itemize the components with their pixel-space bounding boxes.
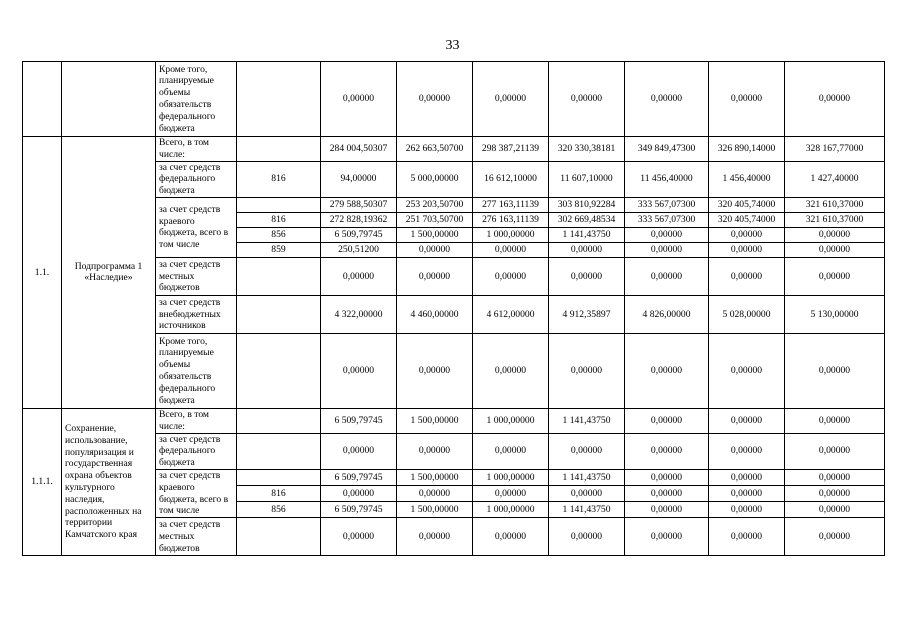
table-row xyxy=(23,137,885,162)
value-cell: 1 456,40000 xyxy=(709,161,785,197)
value-cell: 5 130,00000 xyxy=(785,295,885,333)
value-cell: 0,00000 xyxy=(785,62,885,137)
funding-source-label: за счет средств местных бюджетов xyxy=(156,257,237,295)
budget-code-cell: 856 xyxy=(237,227,321,242)
value-cell: 0,00000 xyxy=(625,469,709,485)
value-cell: 1 427,40000 xyxy=(785,161,885,197)
value-cell: 321 610,37000 xyxy=(785,197,885,212)
funding-source-label: Кроме того, планируемые объемы обязательств федерального бюджета xyxy=(156,62,237,137)
value-cell: 284 004,50307 xyxy=(321,137,397,162)
value-cell: 0,00000 xyxy=(473,433,549,469)
budget-code-cell: 859 xyxy=(237,242,321,257)
table-row xyxy=(23,408,885,433)
value-cell: 6 509,79745 xyxy=(321,502,397,518)
value-cell: 1 500,00000 xyxy=(397,227,473,242)
value-cell: 0,00000 xyxy=(709,257,785,295)
value-cell: 0,00000 xyxy=(709,486,785,502)
value-cell: 276 163,11139 xyxy=(473,212,549,227)
value-cell: 0,00000 xyxy=(709,518,785,556)
value-cell: 16 612,10000 xyxy=(473,161,549,197)
value-cell: 303 810,92284 xyxy=(549,197,625,212)
value-cell: 0,00000 xyxy=(549,333,625,408)
value-cell: 0,00000 xyxy=(473,333,549,408)
value-cell: 0,00000 xyxy=(549,433,625,469)
value-cell: 0,00000 xyxy=(397,333,473,408)
value-cell: 0,00000 xyxy=(549,242,625,257)
value-cell: 0,00000 xyxy=(625,486,709,502)
value-cell: 0,00000 xyxy=(785,408,885,433)
value-cell: 0,00000 xyxy=(397,62,473,137)
value-cell: 1 141,43750 xyxy=(549,408,625,433)
value-cell: 4 912,35897 xyxy=(549,295,625,333)
value-cell: 0,00000 xyxy=(785,502,885,518)
value-cell: 328 167,77000 xyxy=(785,137,885,162)
value-cell: 0,00000 xyxy=(549,257,625,295)
value-cell: 321 610,37000 xyxy=(785,212,885,227)
value-cell: 0,00000 xyxy=(321,486,397,502)
budget-table xyxy=(22,61,885,556)
value-cell: 0,00000 xyxy=(397,433,473,469)
value-cell: 0,00000 xyxy=(785,242,885,257)
value-cell: 250,51200 xyxy=(321,242,397,257)
value-cell: 1 000,00000 xyxy=(473,469,549,485)
funding-source-label: за счет средств федерального бюджета xyxy=(156,161,237,197)
value-cell: 0,00000 xyxy=(549,62,625,137)
value-cell: 251 703,50700 xyxy=(397,212,473,227)
value-cell: 0,00000 xyxy=(473,486,549,502)
value-cell: 0,00000 xyxy=(709,62,785,137)
value-cell: 0,00000 xyxy=(397,242,473,257)
value-cell: 0,00000 xyxy=(625,433,709,469)
budget-code-cell: 816 xyxy=(237,212,321,227)
value-cell: 0,00000 xyxy=(625,257,709,295)
budget-code-cell xyxy=(237,295,321,333)
value-cell: 1 500,00000 xyxy=(397,502,473,518)
value-cell: 0,00000 xyxy=(625,227,709,242)
budget-code-cell xyxy=(237,408,321,433)
value-cell: 1 000,00000 xyxy=(473,408,549,433)
value-cell: 0,00000 xyxy=(709,433,785,469)
budget-code-cell xyxy=(237,137,321,162)
funding-source-label: за счет средств краевого бюджета, всего в том числе xyxy=(156,469,237,517)
value-cell: 0,00000 xyxy=(473,62,549,137)
value-cell: 0,00000 xyxy=(709,469,785,485)
value-cell: 4 460,00000 xyxy=(397,295,473,333)
budget-code-cell xyxy=(237,333,321,408)
value-cell: 0,00000 xyxy=(321,333,397,408)
value-cell: 0,00000 xyxy=(397,518,473,556)
value-cell: 0,00000 xyxy=(625,242,709,257)
funding-source-label: за счет средств федерального бюджета xyxy=(156,433,237,469)
budget-code-cell xyxy=(237,518,321,556)
value-cell: 0,00000 xyxy=(473,518,549,556)
item-number: 1.1.1. xyxy=(23,408,62,555)
value-cell: 94,00000 xyxy=(321,161,397,197)
value-cell: 0,00000 xyxy=(625,408,709,433)
budget-code-cell xyxy=(237,433,321,469)
value-cell: 320 405,74000 xyxy=(709,197,785,212)
value-cell: 0,00000 xyxy=(709,227,785,242)
value-cell: 6 509,79745 xyxy=(321,227,397,242)
value-cell: 1 000,00000 xyxy=(473,502,549,518)
value-cell: 0,00000 xyxy=(321,433,397,469)
funding-source-label: Всего, в том числе: xyxy=(156,137,237,162)
value-cell: 0,00000 xyxy=(549,486,625,502)
value-cell: 1 000,00000 xyxy=(473,227,549,242)
value-cell: 326 890,14000 xyxy=(709,137,785,162)
item-number xyxy=(23,62,62,137)
value-cell: 1 500,00000 xyxy=(397,408,473,433)
value-cell: 11 607,10000 xyxy=(549,161,625,197)
value-cell: 0,00000 xyxy=(397,486,473,502)
value-cell: 0,00000 xyxy=(785,333,885,408)
value-cell: 0,00000 xyxy=(625,333,709,408)
value-cell: 11 456,40000 xyxy=(625,161,709,197)
value-cell: 0,00000 xyxy=(785,257,885,295)
value-cell: 302 669,48534 xyxy=(549,212,625,227)
page-number: 33 xyxy=(445,38,460,53)
value-cell: 279 588,50307 xyxy=(321,197,397,212)
value-cell: 0,00000 xyxy=(625,502,709,518)
value-cell: 0,00000 xyxy=(321,62,397,137)
value-cell: 262 663,50700 xyxy=(397,137,473,162)
value-cell: 1 500,00000 xyxy=(397,469,473,485)
program-name xyxy=(62,62,156,137)
value-cell: 349 849,47300 xyxy=(625,137,709,162)
value-cell: 4 826,00000 xyxy=(625,295,709,333)
value-cell: 298 387,21139 xyxy=(473,137,549,162)
funding-source-label: за счет средств краевого бюджета, всего в том числе xyxy=(156,197,237,257)
value-cell: 6 509,79745 xyxy=(321,469,397,485)
value-cell: 0,00000 xyxy=(785,227,885,242)
value-cell: 0,00000 xyxy=(785,486,885,502)
value-cell: 0,00000 xyxy=(321,518,397,556)
value-cell: 0,00000 xyxy=(321,257,397,295)
table-body xyxy=(23,62,885,556)
table-row xyxy=(23,62,885,137)
value-cell: 1 141,43750 xyxy=(549,227,625,242)
budget-code-cell xyxy=(237,257,321,295)
value-cell: 0,00000 xyxy=(785,469,885,485)
value-cell: 277 163,11139 xyxy=(473,197,549,212)
value-cell: 0,00000 xyxy=(709,408,785,433)
value-cell: 320 405,74000 xyxy=(709,212,785,227)
value-cell: 5 028,00000 xyxy=(709,295,785,333)
value-cell: 0,00000 xyxy=(549,518,625,556)
budget-code-cell: 816 xyxy=(237,486,321,502)
value-cell: 1 141,43750 xyxy=(549,502,625,518)
value-cell: 0,00000 xyxy=(709,242,785,257)
value-cell: 1 141,43750 xyxy=(549,469,625,485)
funding-source-label: Кроме того, планируемые объемы обязательств федерального бюджета xyxy=(156,333,237,408)
value-cell: 0,00000 xyxy=(473,257,549,295)
funding-source-label: за счет средств внебюджетных источников xyxy=(156,295,237,333)
value-cell: 4 612,00000 xyxy=(473,295,549,333)
value-cell: 4 322,00000 xyxy=(321,295,397,333)
budget-code-cell xyxy=(237,469,321,485)
value-cell: 333 567,07300 xyxy=(625,197,709,212)
budget-code-cell xyxy=(237,197,321,212)
value-cell: 0,00000 xyxy=(625,518,709,556)
budget-code-cell xyxy=(237,62,321,137)
program-name: Подпрограмма 1 «Наследие» xyxy=(62,137,156,409)
value-cell: 333 567,07300 xyxy=(625,212,709,227)
value-cell: 5 000,00000 xyxy=(397,161,473,197)
value-cell: 0,00000 xyxy=(625,62,709,137)
value-cell: 0,00000 xyxy=(785,518,885,556)
value-cell: 0,00000 xyxy=(709,502,785,518)
funding-source-label: Всего, в том числе: xyxy=(156,408,237,433)
program-name: Сохранение, использование, популяризация и государственная охрана объектов культурного наследия, расположенных на территории Камчатского края xyxy=(62,408,156,555)
value-cell: 0,00000 xyxy=(709,333,785,408)
value-cell: 253 203,50700 xyxy=(397,197,473,212)
value-cell: 272 828,19362 xyxy=(321,212,397,227)
value-cell: 0,00000 xyxy=(785,433,885,469)
funding-source-label: за счет средств местных бюджетов xyxy=(156,518,237,556)
value-cell: 0,00000 xyxy=(473,242,549,257)
value-cell: 0,00000 xyxy=(397,257,473,295)
item-number: 1.1. xyxy=(23,137,62,409)
value-cell: 6 509,79745 xyxy=(321,408,397,433)
budget-code-cell: 816 xyxy=(237,161,321,197)
value-cell: 320 330,38181 xyxy=(549,137,625,162)
budget-code-cell: 856 xyxy=(237,502,321,518)
